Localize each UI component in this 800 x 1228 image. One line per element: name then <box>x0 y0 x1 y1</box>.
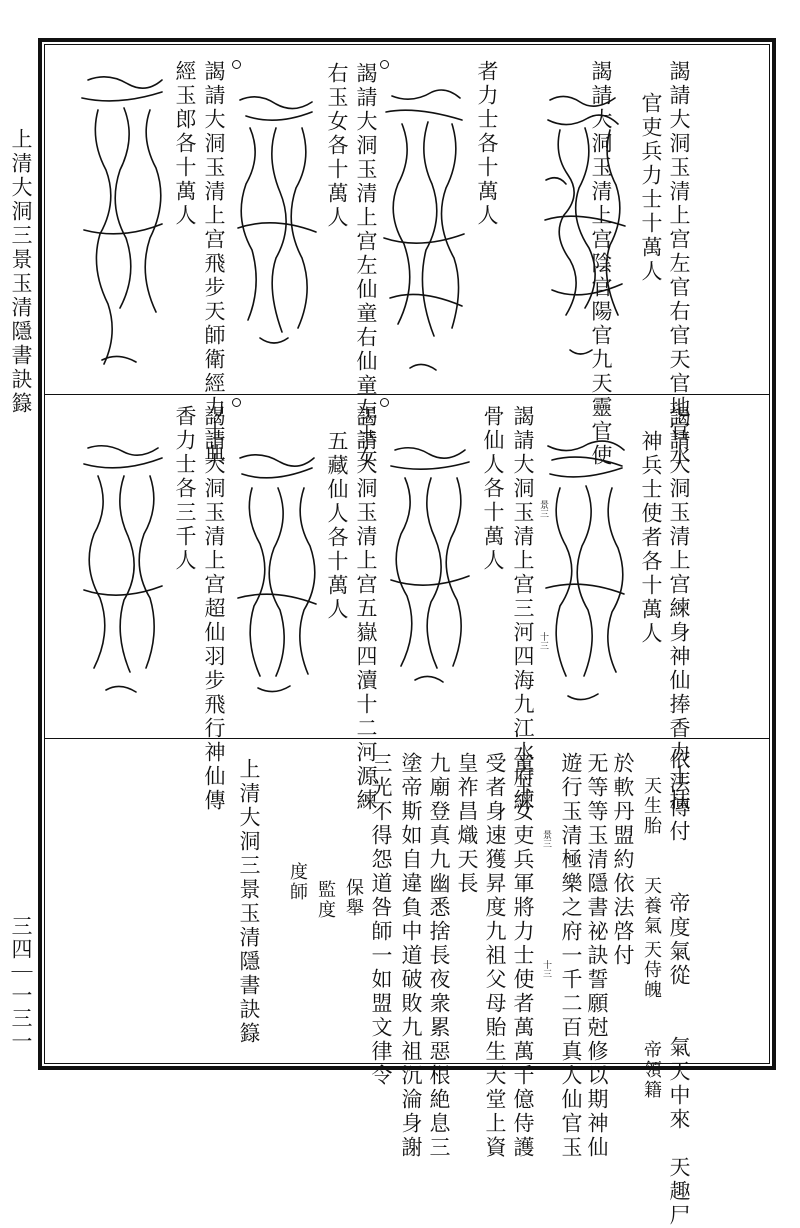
margin-page-number: 三四｜一三一 <box>9 915 33 1053</box>
invocation-col8-line2: 香力士各三千人 <box>173 405 197 573</box>
invocation-col1-line2: 官吏兵力士十萬人 <box>639 92 663 284</box>
contract-line-9: 九廟登真九幽悉捨長夜衆累惡根絶息三 <box>427 752 451 1160</box>
contract-line-6: 童玉女吏兵軍將力士使者萬萬千億侍護 <box>511 752 535 1160</box>
section3-margin-mark-d: 十三 <box>541 960 551 978</box>
talisman-1 <box>540 90 630 370</box>
talisman-4 <box>78 70 168 370</box>
invocation-col7-line1: 謁請大洞玉清上宫五嶽四瀆十二河源練 <box>354 405 378 813</box>
contract-line-3: 於軟丹盟約依法啓付 <box>611 752 635 968</box>
section2-circle-mark-2 <box>232 398 241 407</box>
contract-line-8: 皇祚昌熾天長 <box>455 752 479 896</box>
section1-circle-mark-1 <box>380 60 389 69</box>
supervisor-label: 監度 <box>315 880 336 920</box>
invocation-col5-line1: 謁請大洞玉清上宫練身神仙捧香力士扶 <box>667 405 691 813</box>
invocation-col2-line2: 者力士各十萬人 <box>475 60 499 228</box>
invocation-col4-line2: 經玉郎各十萬人 <box>173 60 197 228</box>
talisman-7 <box>232 448 322 698</box>
invocation-col3-line2: 右玉女各十萬人 <box>325 62 349 230</box>
contract-line-11: 三光不得怨道咎師一如盟文律令 <box>369 752 393 1088</box>
invocation-col1-line1: 謁請大洞玉清上宫左官右官天官地官水 <box>667 60 691 468</box>
contract-line-1: 依法傳付 帝度氣從 氣天中來 天趣尸 <box>667 748 691 1228</box>
invocation-col5-line2: 神兵士使者各十萬人 <box>639 430 663 646</box>
invocation-col6-line2: 骨仙人各十萬人 <box>481 405 505 573</box>
section1-circle-mark-2 <box>232 60 241 69</box>
invocation-col6-line1: 謁請大洞玉清上宫三河四海九江水府練 <box>511 405 535 813</box>
talisman-2 <box>380 88 470 378</box>
contract-line-2b: 天侍魄 帝領籍 <box>641 940 662 1100</box>
section2-circle-mark-1 <box>380 398 389 407</box>
contract-line-7: 受者身速獲昇度九祖父母貽生天堂上資 <box>483 752 507 1160</box>
section-divider-1 <box>44 394 770 395</box>
contract-line-5: 遊行玉清極樂之府一千二百真人仙官玉 <box>559 752 583 1160</box>
talisman-8 <box>78 440 168 700</box>
talisman-6 <box>385 440 475 690</box>
contract-line-2a: 天生胎 天養氣 <box>641 776 662 936</box>
section2-margin-mark-a: 景三 <box>538 500 548 518</box>
section-divider-2 <box>44 738 770 739</box>
talisman-3 <box>232 88 322 358</box>
guarantor-label: 保舉 <box>343 878 364 918</box>
invocation-col4-line1: 謁請大洞玉清上宫飛步天師衛經力士典 <box>202 60 226 468</box>
invocation-col7-line2: 五藏仙人各十萬人 <box>325 430 349 622</box>
talisman-5 <box>540 438 630 708</box>
section3-margin-mark-c: 景三 <box>541 830 551 848</box>
section3-end-title: 上清大洞三景玉清隱書訣籙 <box>237 758 261 1046</box>
invocation-col3-line1: 謁請大洞玉清上宫左仙童右仙童左玉女 <box>354 62 378 470</box>
contract-line-10: 塗帝斯如自違負中道破敗九祖沉淪身謝 <box>399 752 423 1160</box>
invocation-col2-line1: 謁請大洞玉清上宫陰官陽官九天靈官使 <box>589 60 613 468</box>
section2-margin-mark-b: 十三 <box>538 632 548 650</box>
invocation-col8-line1: 謁請大洞玉清上宫超仙羽步飛行神仙傳 <box>202 405 226 813</box>
contract-line-4: 无等等玉清隱書祕訣誓願尅修以期神仙 <box>585 752 609 1160</box>
margin-book-title: 上清大洞三景玉清隱書訣籙 <box>9 128 33 416</box>
master-label: 度師 <box>287 862 308 902</box>
